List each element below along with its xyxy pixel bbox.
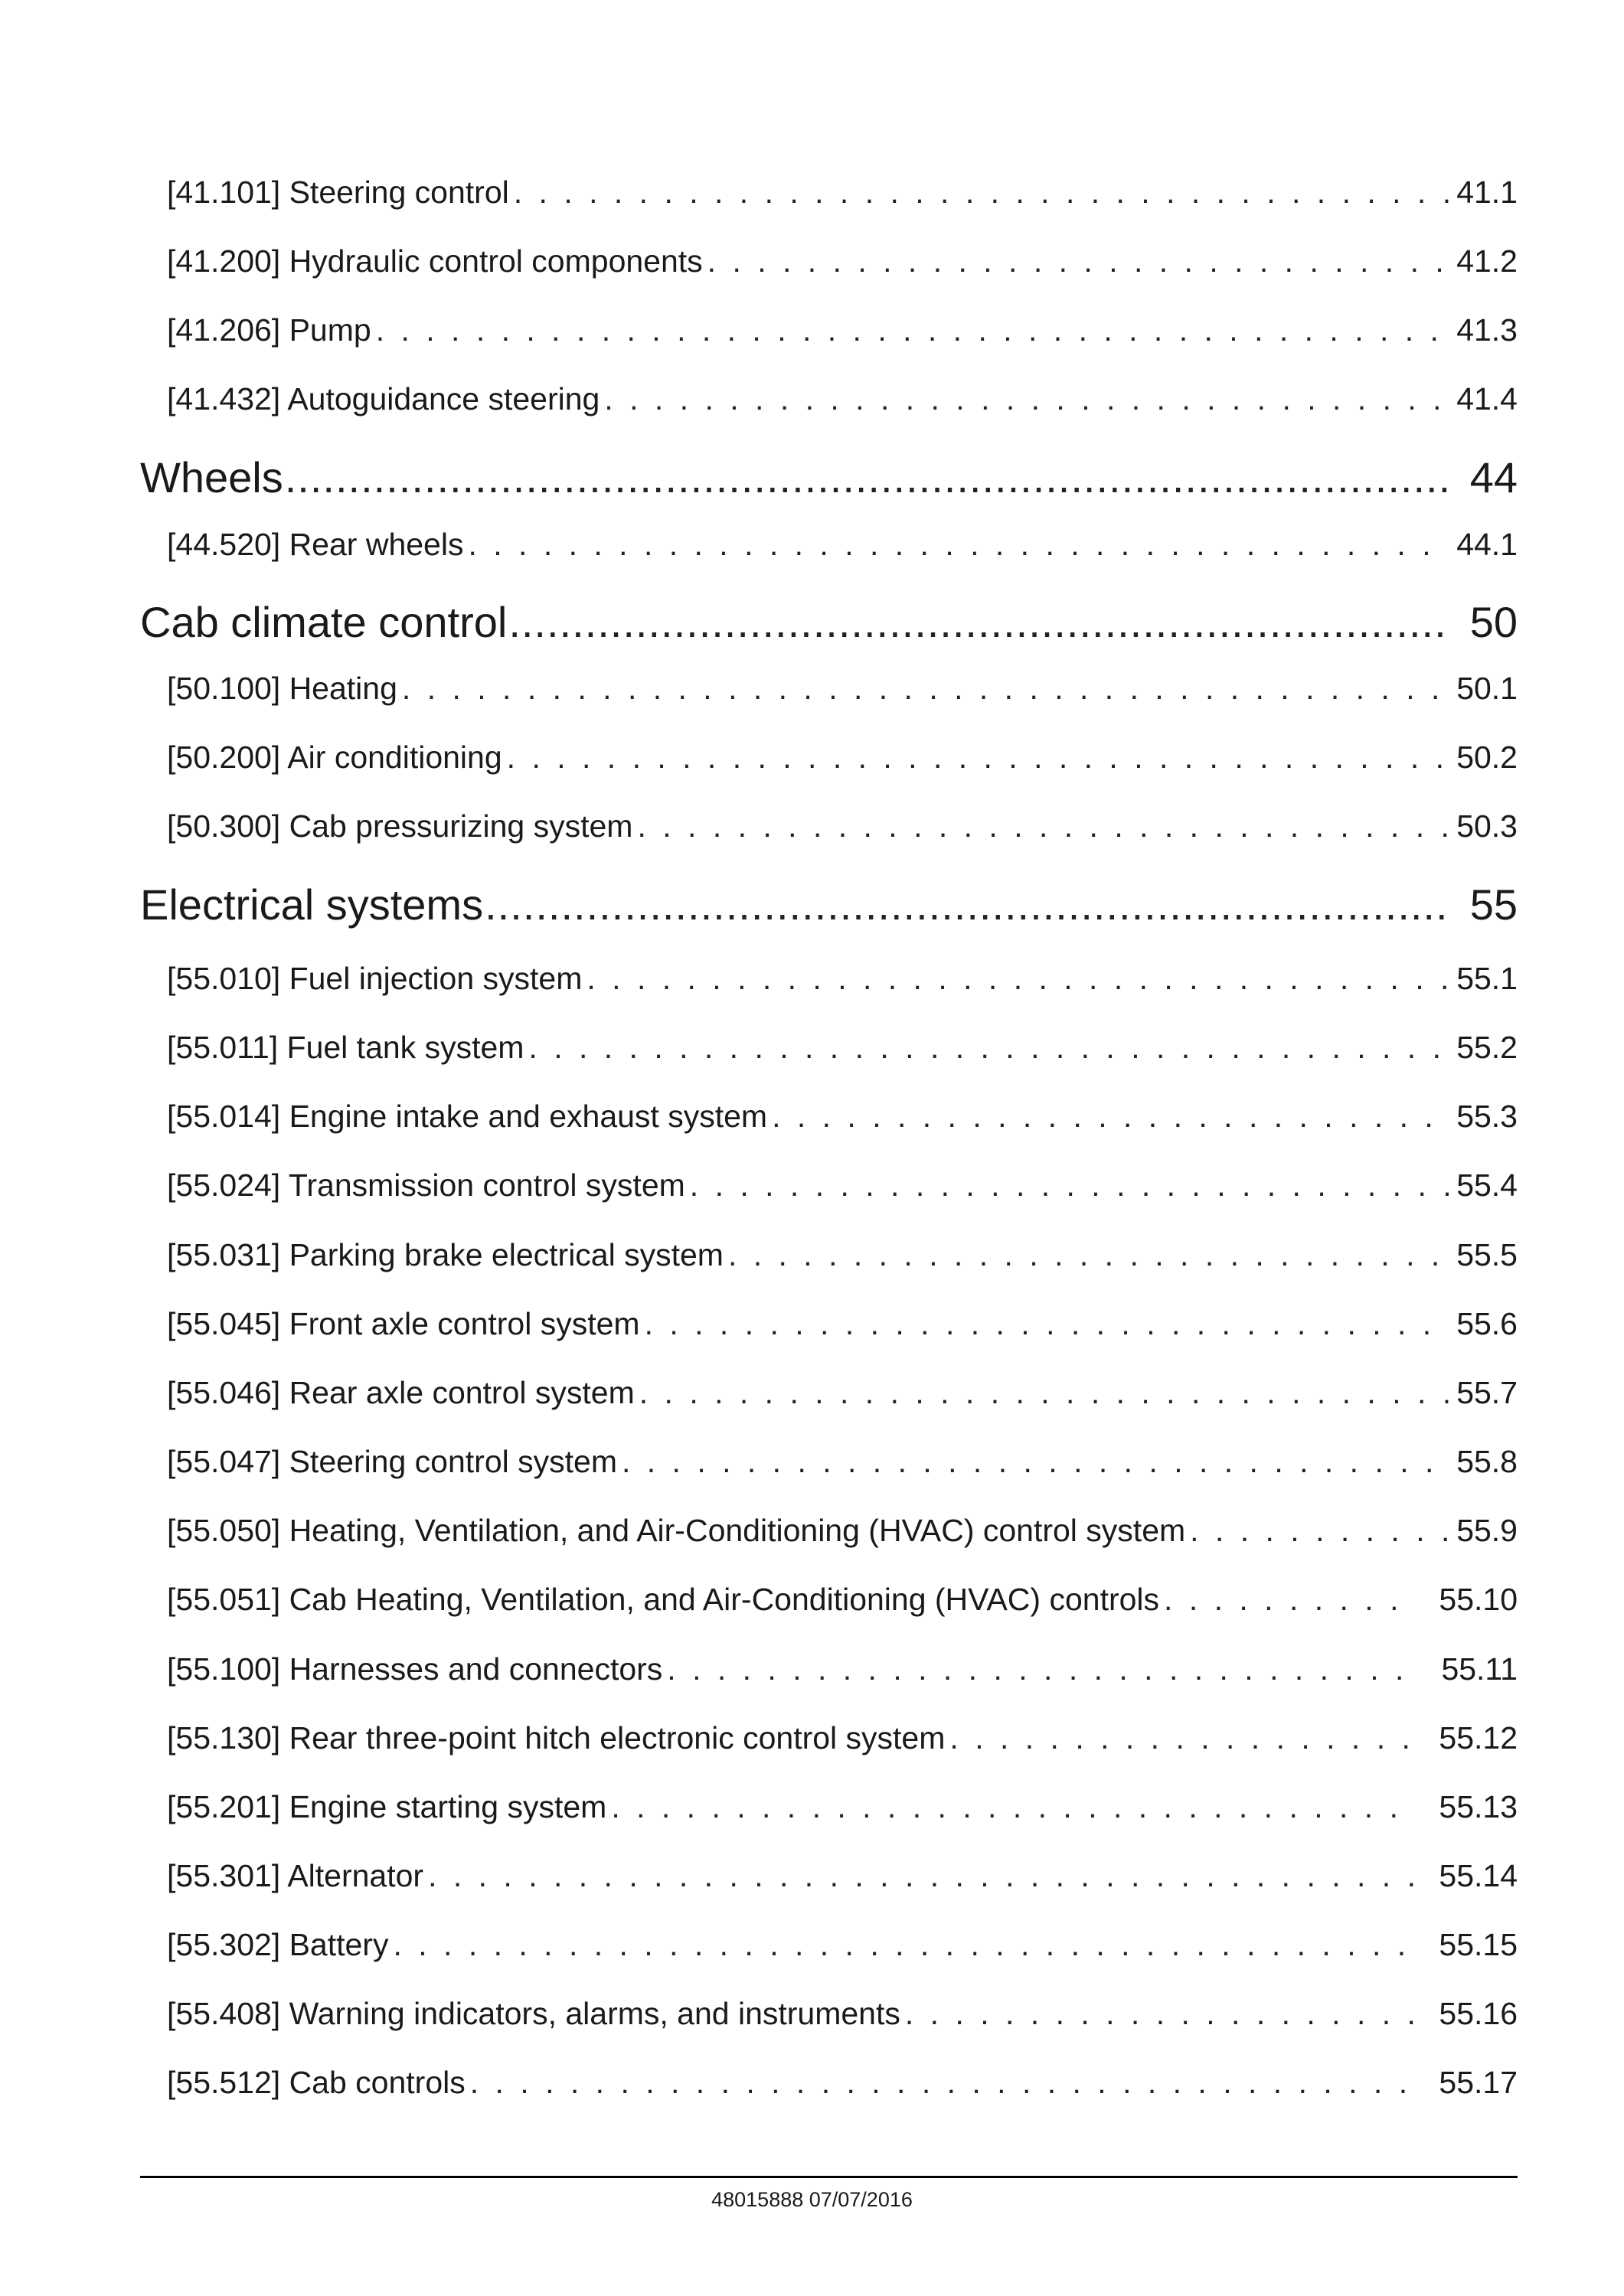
leader-dots xyxy=(1190,1513,1449,1549)
toc-entry-label: [55.010] Fuel injection system xyxy=(167,961,583,996)
toc-entry-label: [55.301] Alternator xyxy=(167,1858,424,1893)
leader-dots xyxy=(428,1858,1413,1894)
toc-entry-label: [55.014] Engine intake and exhaust system xyxy=(167,1099,768,1134)
toc-entry-label: [55.050] Heating, Ventilation, and Air-Conditioning (HVAC) control system xyxy=(167,1513,1186,1548)
leader-dots xyxy=(514,175,1449,211)
toc-entry[interactable] xyxy=(167,1720,1518,1763)
leader-dots xyxy=(690,1168,1449,1204)
toc-entry[interactable] xyxy=(167,1306,1518,1349)
toc-entry-page: 55.14 xyxy=(1439,1858,1518,1893)
toc-entry-page: 55.3 xyxy=(1456,1099,1518,1134)
toc-entry[interactable] xyxy=(167,1651,1518,1694)
toc-entry-label: [55.201] Engine starting system xyxy=(167,1789,607,1824)
leader-dots xyxy=(528,1030,1449,1066)
toc-section-page: 44 xyxy=(1469,453,1518,501)
leader-dots xyxy=(376,312,1449,348)
leader-dots xyxy=(1164,1582,1413,1618)
toc-entry-label: [44.520] Rear wheels xyxy=(167,527,464,562)
toc-section-heading[interactable] xyxy=(140,452,1518,508)
toc-entry-page: 55.13 xyxy=(1439,1789,1518,1824)
toc-section-label: Electrical systems xyxy=(140,880,484,929)
toc-entry-page: 50.1 xyxy=(1456,671,1518,706)
toc-entry-label: [50.200] Air conditioning xyxy=(167,740,502,775)
toc-entry[interactable] xyxy=(167,1444,1518,1487)
toc-entry[interactable] xyxy=(167,1513,1518,1556)
toc-entry-label: [41.206] Pump xyxy=(167,312,371,348)
leader-dots xyxy=(772,1099,1449,1135)
toc-entry[interactable] xyxy=(167,175,1518,217)
footer-divider xyxy=(140,2176,1518,2178)
toc-entry[interactable] xyxy=(167,740,1518,782)
toc-entry[interactable] xyxy=(167,808,1518,851)
toc-entry-page: 55.11 xyxy=(1441,1651,1518,1687)
toc-entry-label: [55.512] Cab controls xyxy=(167,2065,466,2100)
toc-entry[interactable] xyxy=(167,2065,1518,2108)
toc-section-page: 50 xyxy=(1469,598,1518,646)
toc-entry-page: 55.15 xyxy=(1439,1927,1518,1962)
leader-dots xyxy=(508,597,1446,647)
leader-dots xyxy=(645,1306,1449,1342)
toc-entry-page: 55.1 xyxy=(1456,961,1518,996)
toc-entry-page: 41.4 xyxy=(1456,381,1518,416)
toc-entry-page: 55.10 xyxy=(1439,1582,1518,1617)
leader-dots xyxy=(604,381,1449,417)
toc-entry[interactable] xyxy=(167,312,1518,355)
toc-entry-label: [41.432] Autoguidance steering xyxy=(167,381,600,416)
toc-entry-page: 41.3 xyxy=(1456,312,1518,348)
toc-entry-page: 44.1 xyxy=(1456,527,1518,562)
leader-dots xyxy=(402,671,1449,707)
toc-entry-page: 55.8 xyxy=(1456,1444,1518,1479)
toc-entry-label: [50.300] Cab pressurizing system xyxy=(167,808,633,844)
toc-entry[interactable] xyxy=(167,1858,1518,1901)
toc-entry-page: 55.17 xyxy=(1439,2065,1518,2100)
toc-entry[interactable] xyxy=(167,1996,1518,2039)
toc-entry[interactable] xyxy=(167,1375,1518,1418)
toc-entry-page: 41.1 xyxy=(1456,175,1518,210)
toc-entry-label: [41.200] Hydraulic control components xyxy=(167,243,703,279)
leader-dots xyxy=(949,1720,1413,1756)
leader-dots xyxy=(639,1375,1449,1411)
toc-entry[interactable] xyxy=(167,243,1518,286)
toc-entry[interactable] xyxy=(167,1582,1518,1625)
toc-entry-label: [55.100] Harnesses and connectors xyxy=(167,1651,663,1687)
leader-dots xyxy=(728,1237,1449,1273)
toc-entry[interactable] xyxy=(167,527,1518,570)
toc-entry-page: 55.16 xyxy=(1439,1996,1518,2031)
toc-entry-label: [55.045] Front axle control system xyxy=(167,1306,640,1341)
leader-dots xyxy=(667,1651,1413,1687)
toc-entry[interactable] xyxy=(167,1789,1518,1832)
leader-dots xyxy=(611,1789,1413,1825)
toc-entry-label: [55.024] Transmission control system xyxy=(167,1168,685,1203)
toc-section-heading[interactable] xyxy=(140,597,1518,652)
toc-entry[interactable] xyxy=(167,961,1518,1004)
leader-dots xyxy=(637,808,1449,844)
leader-dots xyxy=(905,1996,1413,2032)
toc-entry-label: [55.051] Cab Heating, Ventilation, and Air-Conditioning (HVAC) controls xyxy=(167,1582,1160,1617)
toc-entry-page: 55.5 xyxy=(1456,1237,1518,1272)
toc-entry-label: [50.100] Heating xyxy=(167,671,397,706)
leader-dots xyxy=(470,2065,1413,2101)
toc-entry-page: 50.2 xyxy=(1456,740,1518,775)
toc-entry[interactable] xyxy=(167,1099,1518,1141)
leader-dots xyxy=(393,1927,1413,1963)
leader-dots xyxy=(285,452,1447,502)
toc-entry-page: 55.12 xyxy=(1439,1720,1518,1755)
leader-dots xyxy=(622,1444,1449,1480)
toc-entry-page: 55.4 xyxy=(1456,1168,1518,1203)
toc-entry-page: 55.9 xyxy=(1456,1513,1518,1548)
toc-entry-label: [55.046] Rear axle control system xyxy=(167,1375,635,1410)
toc-section-label: Cab climate control xyxy=(140,598,508,646)
leader-dots xyxy=(485,880,1447,929)
toc-entry[interactable] xyxy=(167,1168,1518,1210)
toc-entry-label: [55.408] Warning indicators, alarms, and instruments xyxy=(167,1996,900,2031)
toc-entry[interactable] xyxy=(167,1030,1518,1073)
toc-entry[interactable] xyxy=(167,381,1518,424)
toc-entry-page: 55.7 xyxy=(1456,1375,1518,1410)
footer-document-id: 48015888 07/07/2016 xyxy=(711,2188,913,2211)
leader-dots xyxy=(468,527,1449,563)
toc-section-page: 55 xyxy=(1469,880,1518,929)
toc-entry-page: 55.6 xyxy=(1456,1306,1518,1341)
leader-dots xyxy=(507,740,1449,776)
leader-dots xyxy=(707,243,1449,279)
toc-entry-label: [55.011] Fuel tank system xyxy=(167,1030,524,1065)
toc-entry-label: [55.302] Battery xyxy=(167,1927,389,1962)
toc-entry[interactable] xyxy=(167,1927,1518,1970)
toc-entry-label: [55.047] Steering control system xyxy=(167,1444,617,1479)
leader-dots xyxy=(587,961,1449,997)
toc-entry-label: [55.031] Parking brake electrical system xyxy=(167,1237,724,1272)
toc-entry[interactable] xyxy=(167,671,1518,714)
toc-entry-label: [41.101] Steering control xyxy=(167,175,509,210)
toc-section-heading[interactable] xyxy=(140,880,1518,935)
toc-section-label: Wheels xyxy=(140,453,283,501)
toc-entry-page: 55.2 xyxy=(1456,1030,1518,1065)
toc-entry-label: [55.130] Rear three-point hitch electronic control system xyxy=(167,1720,946,1755)
toc-entry[interactable] xyxy=(167,1237,1518,1280)
toc-entry-page: 50.3 xyxy=(1456,808,1518,844)
toc-entry-page: 41.2 xyxy=(1456,243,1518,279)
